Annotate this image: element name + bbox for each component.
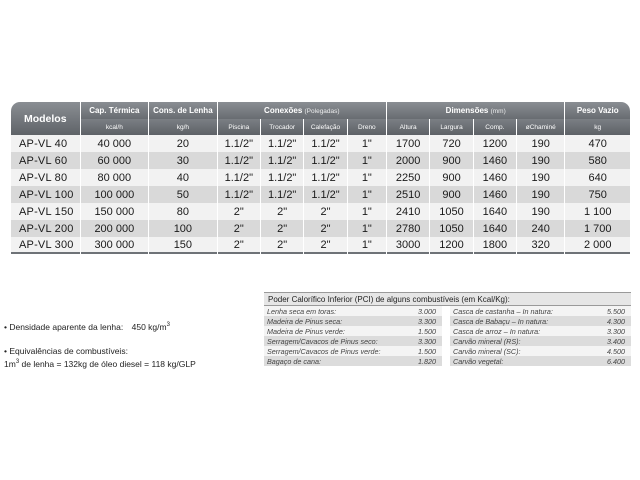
spec-cell: 2250 [387, 169, 429, 186]
pci-title: Poder Calorífico Inferior (PCI) de alguns combustíveis (em Kcal/Kg): [264, 292, 631, 306]
pci-table [264, 292, 631, 366]
spec-cell: 80 [149, 203, 217, 220]
spec-cell: 2780 [387, 220, 429, 237]
pci-value: 3.400 [576, 336, 631, 346]
spec-cell: 750 [565, 186, 630, 203]
spec-cell: 1460 [474, 169, 516, 186]
density-label: • Densidade aparente da lenha: [4, 322, 124, 332]
spec-cell: 1.1/2" [261, 152, 303, 169]
pci-fuel: Casca de Babaçu – In natura: [450, 316, 576, 326]
spec-cell: 2" [218, 220, 260, 237]
subheader-kgh: kg/h [149, 119, 217, 135]
spec-cell: 580 [565, 152, 630, 169]
spec-cell: 190 [517, 152, 564, 169]
spec-cell: 1050 [430, 203, 472, 220]
spec-row [11, 203, 630, 220]
equivalence-label: • Equivalências de combustíveis: [4, 346, 128, 356]
spec-cell: 470 [565, 135, 630, 152]
spec-cell: 1.1/2" [304, 152, 346, 169]
spec-cell: 1 100 [565, 203, 630, 220]
spec-cell: 2510 [387, 186, 429, 203]
spec-cell: 1.1/2" [261, 169, 303, 186]
pci-fuel: Carvão mineral (SC): [450, 346, 576, 356]
boiler-spec-table [10, 102, 631, 254]
spec-cell: 1700 [387, 135, 429, 152]
spec-cell: 1640 [474, 220, 516, 237]
pci-gap [442, 316, 450, 326]
pci-value: 6.400 [576, 356, 631, 366]
pci-row [264, 356, 631, 366]
pci-gap [442, 336, 450, 346]
pci-value: 3.300 [392, 316, 442, 326]
header-peso-vazio: Peso Vazio [565, 102, 630, 119]
spec-row [11, 169, 630, 186]
pci-fuel: Serragem/Cavacos de Pinus seco: [264, 336, 392, 346]
pci-fuel: Carvão mineral (RS): [450, 336, 576, 346]
spec-cell: 1.1/2" [304, 169, 346, 186]
pci-fuel: Casca de castanha – In natura: [450, 306, 576, 316]
equivalence-note [4, 346, 196, 370]
pci-fuel: Madeira de Pinus verde: [264, 326, 392, 336]
spec-cell: 2" [304, 203, 346, 220]
spec-cell: 1" [348, 220, 386, 237]
pci-fuel: Carvão vegetal: [450, 356, 576, 366]
pci-row [264, 306, 631, 316]
spec-cell: 2" [304, 237, 346, 254]
spec-cell: 900 [430, 186, 472, 203]
spec-row [11, 237, 630, 254]
spec-cell: 1" [348, 237, 386, 254]
model-name-cell: AP-VL 200 [11, 220, 80, 237]
spec-cell: 190 [517, 203, 564, 220]
spec-cell: 1" [348, 169, 386, 186]
pci-value: 3.300 [392, 336, 442, 346]
spec-cell: 1460 [474, 186, 516, 203]
pci-gap [442, 356, 450, 366]
pci-row [264, 316, 631, 326]
spec-cell: 2" [261, 220, 303, 237]
spec-cell: 1.1/2" [218, 152, 260, 169]
subheader-trocador: Trocador [261, 119, 303, 135]
spec-cell: 40 000 [81, 135, 149, 152]
subheader-piscina: Piscina [218, 119, 260, 135]
header-cons-lenha: Cons. de Lenha [149, 102, 217, 119]
model-name-cell: AP-VL 80 [11, 169, 80, 186]
subheader-chamine: øChaminé [517, 119, 564, 135]
equivalence-text: $1m^3$ de lenha = 132kg de óleo diesel = 118 kg/GLP [4, 358, 196, 369]
spec-cell: 1.1/2" [218, 135, 260, 152]
spec-cell: 190 [517, 135, 564, 152]
pci-row [264, 336, 631, 346]
spec-cell: 190 [517, 169, 564, 186]
spec-cell: 2000 [387, 152, 429, 169]
subheader-peso-kg: kg [565, 119, 630, 135]
pci-fuel: Casca de arroz – In natura: [450, 326, 576, 336]
spec-cell: 1.1/2" [218, 169, 260, 186]
pci-fuel: Serragem/Cavacos de Pinus verde: [264, 346, 392, 356]
pci-gap [442, 326, 450, 336]
spec-cell: 20 [149, 135, 217, 152]
pci-gap [442, 306, 450, 316]
spec-cell: 190 [517, 186, 564, 203]
spec-cell: 30 [149, 152, 217, 169]
spec-cell: 1640 [474, 203, 516, 220]
spec-cell: 50 [149, 186, 217, 203]
model-name-cell: AP-VL 60 [11, 152, 80, 169]
spec-cell: 60 000 [81, 152, 149, 169]
spec-cell: 100 000 [81, 186, 149, 203]
spec-cell: 1.1/2" [261, 186, 303, 203]
subheader-altura: Altura [387, 119, 429, 135]
header-cap-termica: Cap. Térmica [81, 102, 149, 119]
subheader-dreno: Dreno [348, 119, 386, 135]
spec-cell: 150 000 [81, 203, 149, 220]
density-value: 450 $kg/m^3$ [131, 322, 170, 332]
subheader-comp: Comp. [474, 119, 516, 135]
spec-cell: 2" [218, 203, 260, 220]
spec-cell: 2" [304, 220, 346, 237]
spec-cell: 150 [149, 237, 217, 254]
pci-fuel: Madeira de Pinus seca: [264, 316, 392, 326]
spec-cell: 2" [261, 203, 303, 220]
subheader-calefacao: Calefação [304, 119, 346, 135]
spec-cell: 900 [430, 152, 472, 169]
subheader-largura: Largura [430, 119, 472, 135]
density-note [4, 322, 170, 332]
model-name-cell: AP-VL 300 [11, 237, 80, 254]
pci-value: 5.500 [576, 306, 631, 316]
spec-cell: 2" [261, 237, 303, 254]
spec-cell: 1.1/2" [218, 186, 260, 203]
pci-value: 3.300 [576, 326, 631, 336]
spec-cell: 3000 [387, 237, 429, 254]
spec-cell: 1" [348, 203, 386, 220]
pci-fuel: Lenha seca em toras: [264, 306, 392, 316]
spec-cell: 640 [565, 169, 630, 186]
pci-table-body [264, 306, 631, 366]
spec-table-body [11, 135, 630, 254]
spec-cell: 1" [348, 186, 386, 203]
spec-row [11, 220, 630, 237]
pci-row [264, 326, 631, 336]
spec-cell: 300 000 [81, 237, 149, 254]
pci-value: 1.820 [392, 356, 442, 366]
model-name-cell: AP-VL 100 [11, 186, 80, 203]
pci-value: 1.500 [392, 346, 442, 356]
pci-gap [442, 346, 450, 356]
spec-row [11, 186, 630, 203]
pci-fuel: Bagaço de cana: [264, 356, 392, 366]
model-name-cell: AP-VL 150 [11, 203, 80, 220]
header-conexoes-unit: (Polegadas) [304, 108, 340, 115]
spec-cell: 1" [348, 135, 386, 152]
spec-cell: 240 [517, 220, 564, 237]
pci-row [264, 346, 631, 356]
spec-cell: 1800 [474, 237, 516, 254]
spec-cell: 1200 [474, 135, 516, 152]
header-conexoes: Conexões (Polegadas) [218, 102, 386, 119]
spec-cell: 720 [430, 135, 472, 152]
pci-value: 4.500 [576, 346, 631, 356]
model-name-cell: AP-VL 40 [11, 135, 80, 152]
header-dimensoes: Dimensões (mm) [387, 102, 564, 119]
spec-cell: 2 000 [565, 237, 630, 254]
spec-cell: 2" [218, 237, 260, 254]
header-models: Modelos [11, 102, 80, 135]
spec-cell: 80 000 [81, 169, 149, 186]
spec-cell: 1050 [430, 220, 472, 237]
spec-cell: 320 [517, 237, 564, 254]
spec-cell: 1.1/2" [304, 135, 346, 152]
spec-row [11, 135, 630, 152]
subheader-kcal: kcal/h [81, 119, 149, 135]
spec-cell: 1.1/2" [261, 135, 303, 152]
spec-cell: 1" [348, 152, 386, 169]
spec-cell: 1 700 [565, 220, 630, 237]
header-dimensoes-unit: (mm) [490, 108, 506, 115]
spec-cell: 2410 [387, 203, 429, 220]
spec-cell: 1460 [474, 152, 516, 169]
spec-cell: 40 [149, 169, 217, 186]
spec-cell: 900 [430, 169, 472, 186]
spec-row [11, 152, 630, 169]
pci-value: 1.500 [392, 326, 442, 336]
spec-cell: 1200 [430, 237, 472, 254]
spec-cell: 200 000 [81, 220, 149, 237]
spec-cell: 100 [149, 220, 217, 237]
pci-value: 3.000 [392, 306, 442, 316]
spec-cell: 1.1/2" [304, 186, 346, 203]
pci-value: 4.300 [576, 316, 631, 326]
